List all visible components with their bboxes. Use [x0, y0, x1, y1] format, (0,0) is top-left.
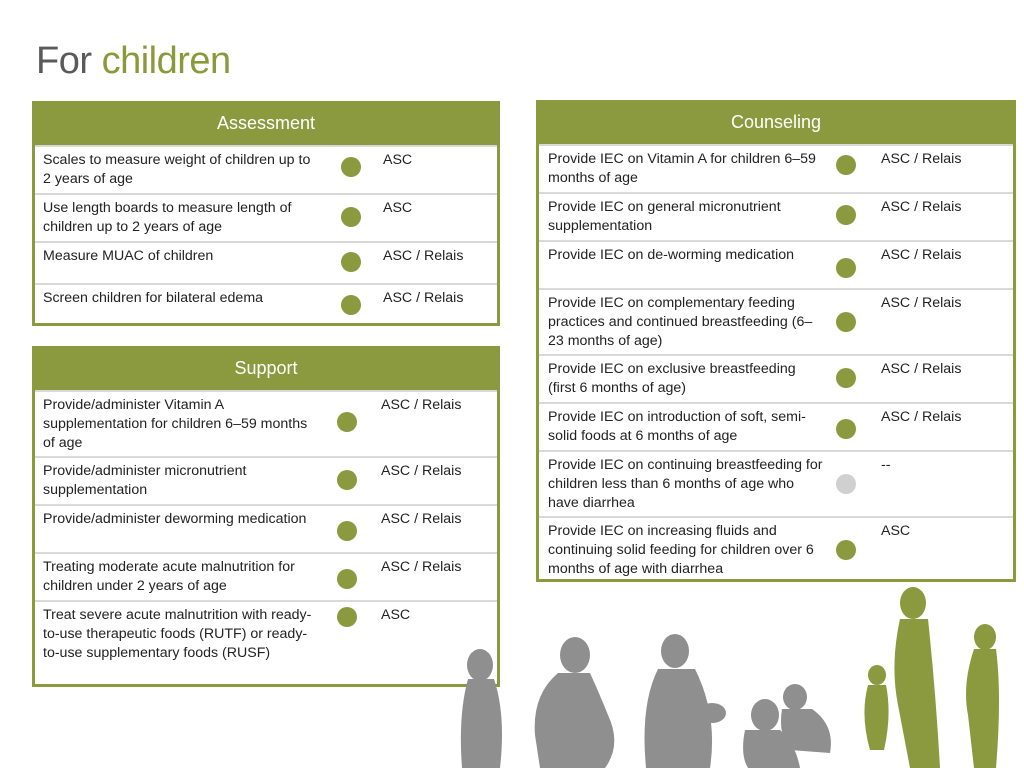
status-dot-icon [337, 521, 357, 541]
status-dot-icon [836, 419, 856, 439]
table-row [35, 600, 497, 684]
row-provider: ASC / Relais [881, 199, 962, 215]
page-title [36, 40, 231, 83]
status-dot-icon [836, 368, 856, 388]
table-row [35, 241, 497, 283]
status-dot-icon [836, 155, 856, 175]
row-text: Treating moderate acute malnutrition for children under 2 years of age [43, 559, 295, 594]
mother-with-baby-silhouette [645, 634, 727, 768]
row-provider: ASC [383, 152, 413, 168]
counseling-header: Counseling [730, 112, 822, 132]
table-row [35, 552, 497, 600]
status-dot-icon [337, 412, 357, 432]
row-text: Provide/administer Vitamin A supplementation for children 6–59 months of age [43, 397, 308, 451]
row-provider: -- [881, 457, 891, 473]
row-provider: ASC / Relais [381, 463, 462, 479]
row-provider: ASC [383, 200, 413, 216]
row-text: Provide IEC on exclusive breastfeeding (first 6 months of age) [548, 361, 796, 396]
row-provider: ASC [381, 607, 411, 623]
status-dot-icon [337, 607, 357, 627]
title-prefix: For [36, 40, 92, 82]
row-text: Provide IEC on increasing fluids and continuing solid feeding for children over 6 months of age with diarrhea [548, 523, 814, 577]
status-dot-icon [836, 205, 856, 225]
status-dot-icon [836, 540, 856, 560]
caregiver-with-child-silhouette [743, 684, 831, 768]
status-dot-icon [836, 312, 856, 332]
table-row [539, 516, 1013, 579]
table-row [35, 283, 497, 323]
table-row [35, 456, 497, 504]
table-row [539, 288, 1013, 354]
table-row [35, 390, 497, 456]
support-header: Support [234, 358, 298, 378]
row-provider: ASC / Relais [381, 397, 462, 413]
counseling-panel [536, 100, 1016, 582]
row-text: Provide/administer micronutrient supplementation [43, 463, 247, 498]
table-row [539, 402, 1013, 450]
row-provider: ASC / Relais [881, 361, 962, 377]
status-dot-icon [341, 207, 361, 227]
table-row [539, 354, 1013, 402]
row-text: Provide IEC on complementary feeding practices and continued breastfeeding (6–23 months of age) [548, 295, 813, 349]
row-text: Provide IEC on continuing breastfeeding for children less than 6 months of age who have diarrhea [548, 457, 823, 511]
pregnant-woman-silhouette [535, 637, 615, 768]
table-row [539, 240, 1013, 288]
status-dot-icon [836, 258, 856, 278]
assessment-panel [32, 101, 500, 326]
row-provider: ASC / Relais [383, 248, 464, 264]
table-row [539, 144, 1013, 192]
status-dot-icon [341, 252, 361, 272]
row-provider: ASC [881, 523, 911, 539]
row-text: Treat severe acute malnutrition with ready-to-use therapeutic foods (RUTF) or ready-to-use supplementary foods (RUSF) [43, 607, 312, 661]
table-row [35, 504, 497, 552]
status-dot-icon [337, 569, 357, 589]
row-provider: ASC / Relais [881, 247, 962, 263]
row-text: Provide IEC on introduction of soft, semi-solid foods at 6 months of age [548, 409, 806, 444]
status-dot-icon [337, 470, 357, 490]
status-dot-icon [341, 295, 361, 315]
row-text: Provide IEC on de-worming medication [548, 247, 795, 263]
row-text: Provide/administer deworming medication [43, 511, 307, 527]
woman-with-children-silhouette [864, 587, 999, 768]
row-text: Provide IEC on general micronutrient supplementation [548, 199, 781, 234]
status-dot-icon [836, 474, 856, 494]
row-provider: ASC / Relais [881, 295, 962, 311]
table-row [539, 192, 1013, 240]
row-text: Provide IEC on Vitamin A for children 6–59 months of age [548, 151, 816, 186]
row-provider: ASC / Relais [381, 559, 462, 575]
row-provider: ASC / Relais [881, 409, 962, 425]
row-text: Measure MUAC of children [43, 248, 214, 264]
table-row [35, 193, 497, 241]
assessment-header: Assessment [216, 113, 316, 133]
status-dot-icon [341, 157, 361, 177]
row-text: Screen children for bilateral edema [43, 290, 264, 306]
row-text: Scales to measure weight of children up to 2 years of age [43, 152, 311, 187]
woman-silhouette [461, 649, 502, 768]
row-provider: ASC / Relais [381, 511, 462, 527]
row-text: Use length boards to measure length of children up to 2 years of age [43, 200, 292, 235]
people-silhouettes-illustration [440, 585, 1024, 768]
row-provider: ASC / Relais [383, 290, 464, 306]
row-provider: ASC / Relais [881, 151, 962, 167]
title-highlight: children [101, 40, 231, 82]
table-row [539, 450, 1013, 516]
table-row [35, 145, 497, 193]
support-panel [32, 346, 500, 687]
